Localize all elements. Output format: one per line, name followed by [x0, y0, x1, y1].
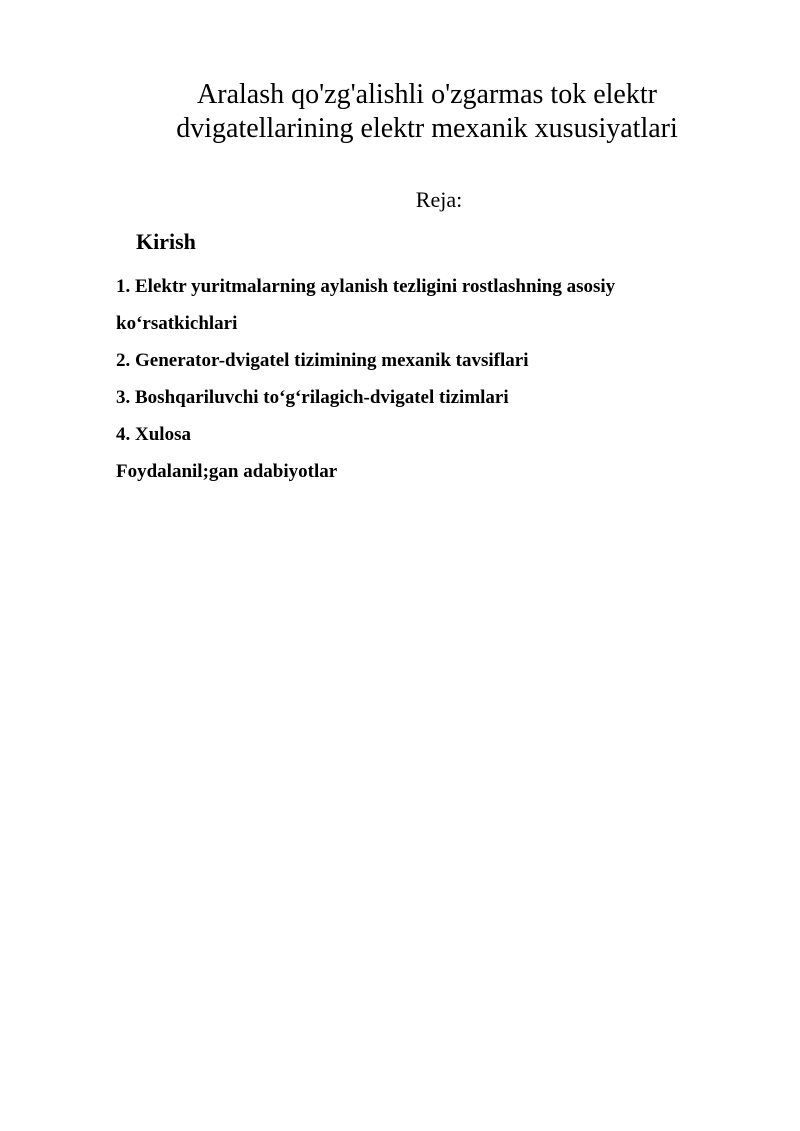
plan-heading: Reja:	[415, 187, 463, 212]
toc-item-4: 4. Xulosa	[116, 424, 191, 445]
document-title	[120, 78, 734, 146]
toc-item-1: 1. Elektr yuritmalarning aylanish tezligini rostlashning asosiy	[116, 276, 616, 297]
document-title-line-1: Aralash qo'zg'alishli o'zgarmas tok elektr	[197, 79, 657, 110]
document-title-line-2: dvigatellarining elektr mexanik xususiyatlari	[176, 113, 678, 144]
toc-item-1-continuation: ko‘rsatkichlari	[116, 313, 238, 334]
toc-item-references: Foydalanil;gan adabiyotlar	[116, 461, 338, 482]
toc-item-2: 2. Generator-dvigatel tizimining mexanik tavsiflari	[116, 350, 529, 371]
table-of-contents	[116, 268, 716, 490]
toc-item-3: 3. Boshqariluvchi to‘g‘rilagich-dvigatel tizimlari	[116, 387, 509, 408]
intro-heading: Kirish	[136, 229, 196, 254]
